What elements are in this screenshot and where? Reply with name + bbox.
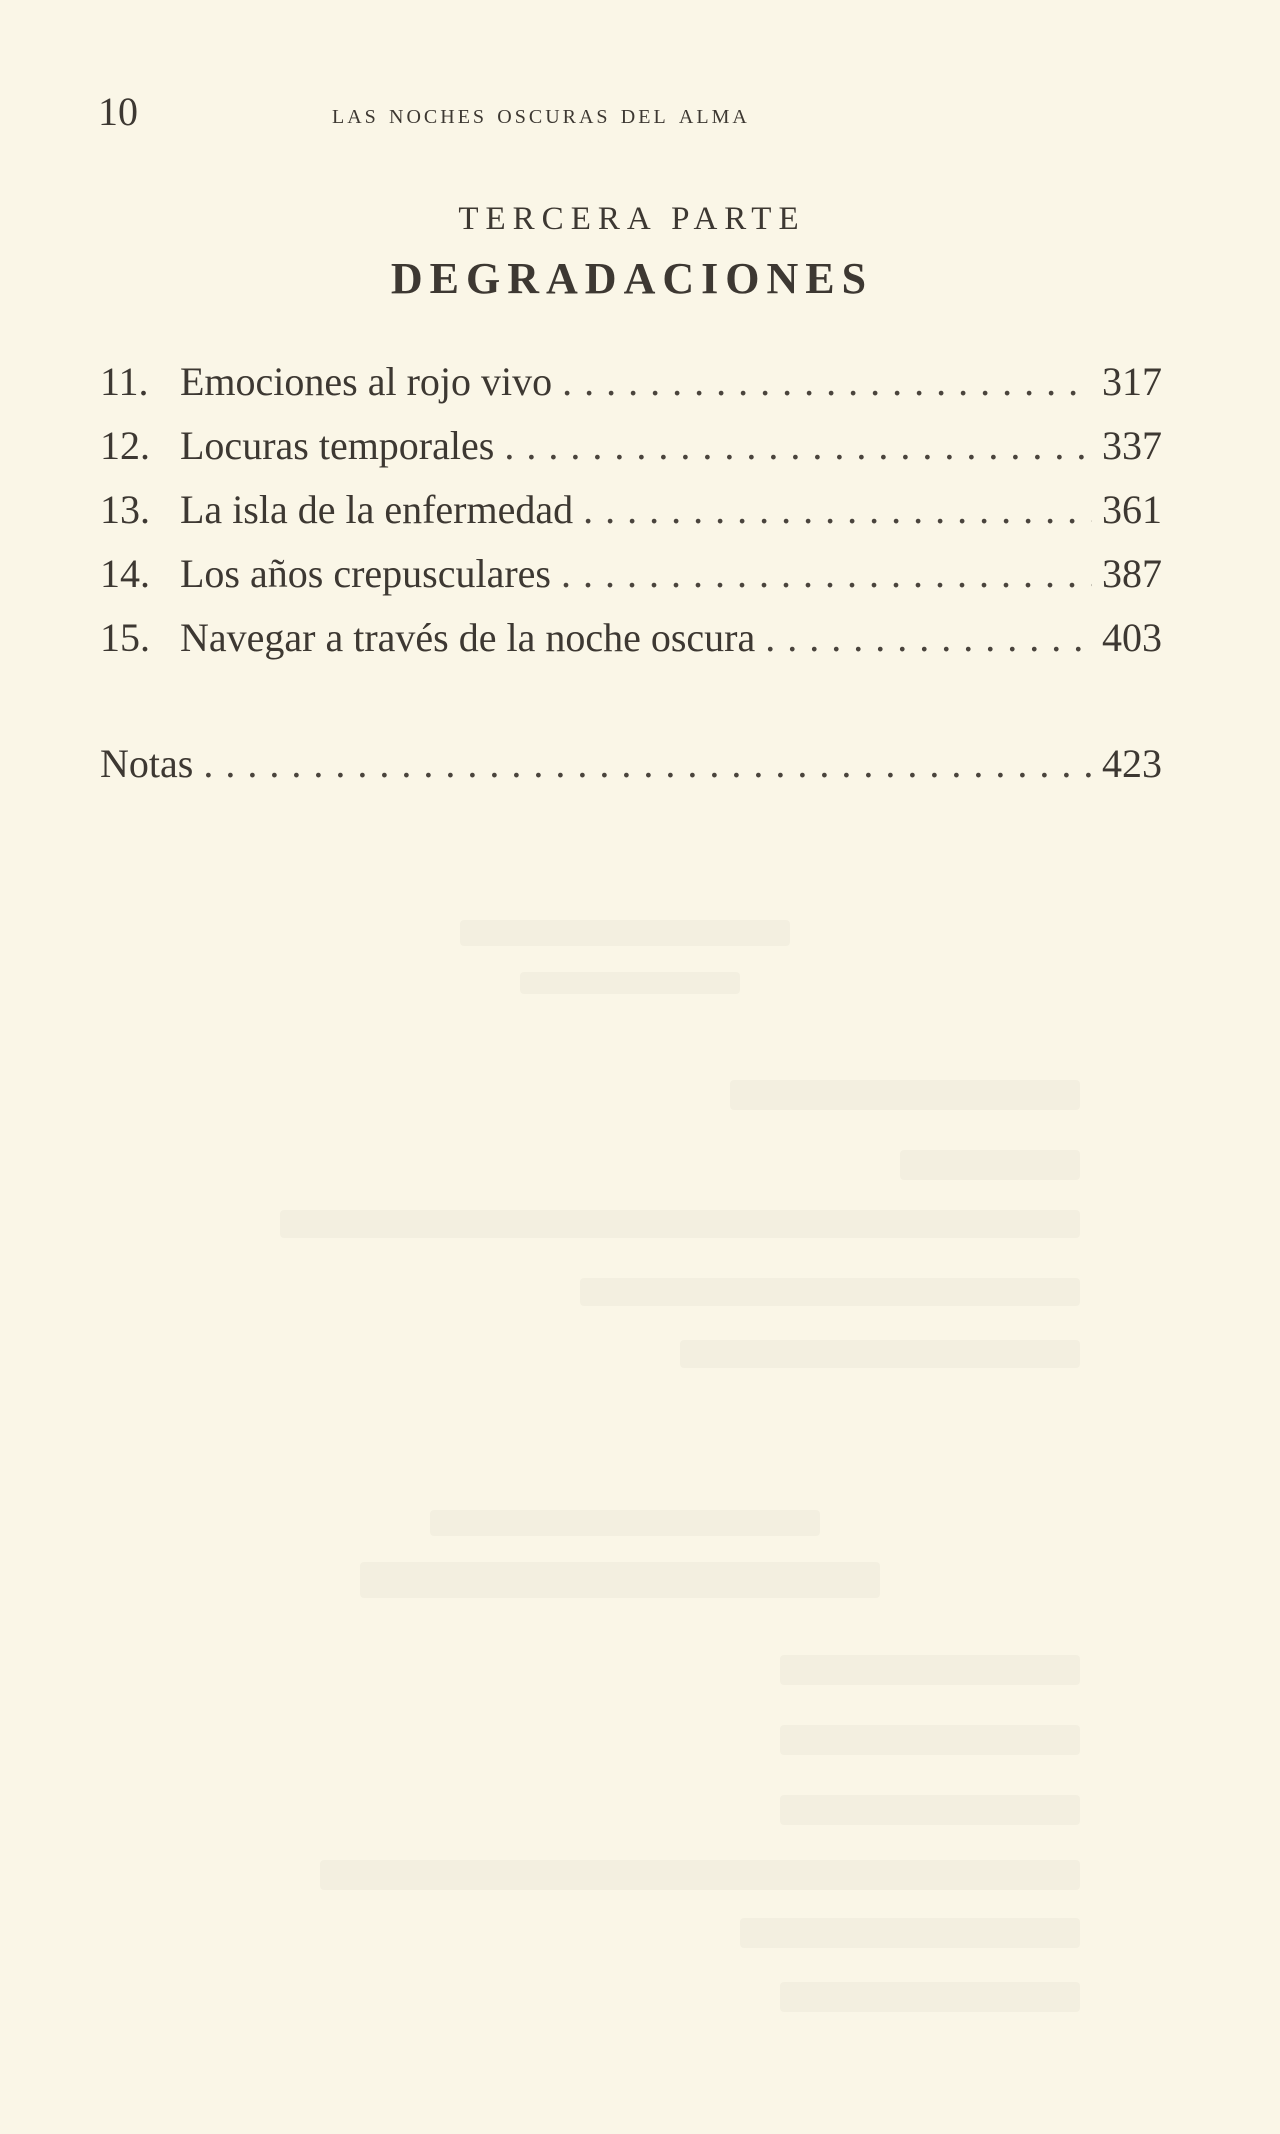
toc-notes-section [100,732,1162,796]
chapter-title: Los años crepusculares [180,551,551,596]
chapter-number: 11. [100,359,149,404]
chapter-page: 337 [1102,423,1162,468]
toc-entry [100,606,1162,670]
show-through-shadow [280,1210,1080,1238]
toc-entry [100,478,1162,542]
chapter-number: 12. [100,423,150,468]
show-through-shadow [580,1278,1080,1306]
notes-title: Notas [100,741,194,786]
chapter-number: 13. [100,487,150,532]
running-title: las noches oscuras del alma [332,98,750,130]
show-through-shadow [680,1340,1080,1368]
show-through-shadow [740,1918,1080,1948]
chapter-title: Emociones al rojo vivo [180,359,553,404]
notes-page: 423 [1102,741,1162,786]
show-through-shadow [360,1562,880,1598]
toc-entry-notes [100,732,1162,796]
chapter-number: 14. [100,551,150,596]
dot-leader [504,414,1092,478]
dot-leader [583,478,1092,542]
dot-leader [561,542,1092,606]
show-through-shadow [430,1510,820,1536]
chapter-page: 361 [1102,487,1162,532]
chapter-page: 387 [1102,551,1162,596]
toc-entry [100,414,1162,478]
show-through-shadow [730,1080,1080,1110]
show-through-shadow [900,1150,1080,1180]
table-of-contents [100,350,1162,670]
show-through-shadow [780,1725,1080,1755]
chapter-title: La isla de la enfermedad [180,487,574,532]
chapter-number: 15. [100,615,150,660]
running-header [98,90,1182,134]
chapter-page: 317 [1102,359,1162,404]
toc-entry [100,542,1162,606]
page-number: 10 [98,89,138,134]
show-through-shadow [460,920,790,946]
chapter-title: Locuras temporales [180,423,495,468]
show-through-shadow [320,1860,1080,1890]
toc-entry [100,350,1162,414]
part-title: DEGRADACIONES [390,254,874,303]
show-through-shadow [520,972,740,994]
dot-leader [203,732,1092,796]
dot-leader [562,350,1092,414]
show-through-shadow [780,1982,1080,2012]
chapter-title: Navegar a través de la noche oscura [180,615,756,660]
part-label: TERCERA PARTE [458,201,806,237]
show-through-shadow [780,1655,1080,1685]
dot-leader [765,606,1092,670]
chapter-page: 403 [1102,615,1162,660]
show-through-shadow [780,1795,1080,1825]
